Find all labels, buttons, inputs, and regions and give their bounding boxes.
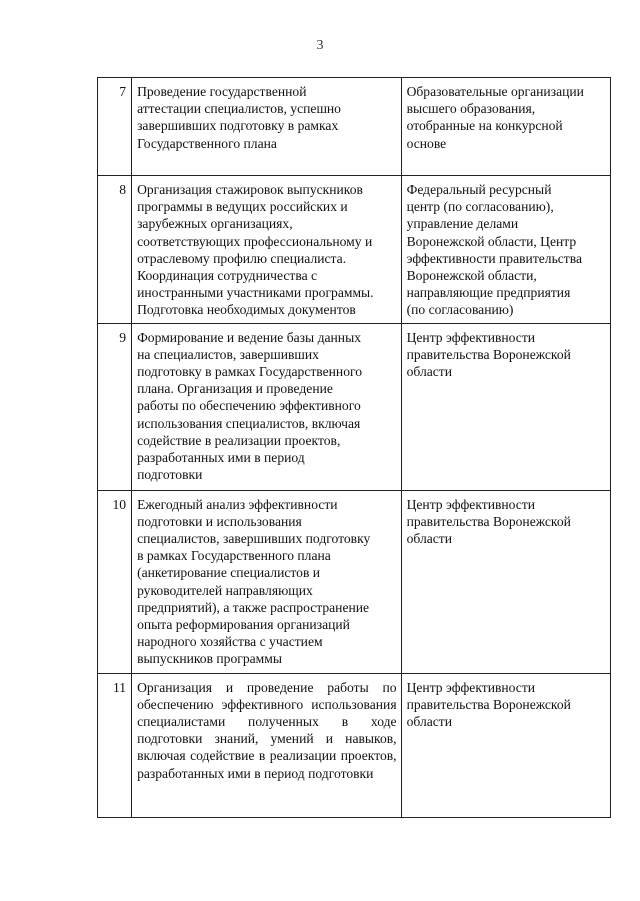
executor-line: основе (406, 135, 447, 151)
executor-cell (401, 673, 610, 817)
activity-line: программы в ведущих российских и (137, 199, 348, 215)
activity-line: (анкетирование специалистов и (137, 565, 321, 581)
executor-line: области (406, 714, 453, 730)
activity-line: в рамках Государственного плана (137, 548, 331, 564)
row-number: 11 (98, 673, 132, 817)
table-row (98, 673, 611, 817)
activity-line: плана. Организация и проведение (137, 381, 333, 397)
activity-line: Организация стажировок выпускников (137, 182, 363, 197)
executor-line: Центр эффективности (406, 679, 536, 695)
table-row (98, 176, 611, 324)
executor-line: Воронежской области, Центр (406, 233, 577, 249)
activity-cell (132, 490, 402, 673)
activity-line: Проведение государственной (137, 84, 307, 99)
row-number: 7 (98, 78, 132, 176)
activity-line: отраслевому профилю специалиста. (137, 250, 347, 266)
activity-cell (132, 323, 402, 490)
row-number: 10 (98, 490, 132, 673)
activity-line: разработанных ими в период (137, 450, 305, 466)
activity-line: зарубежных организациях, (137, 216, 293, 232)
activity-line: подготовку в рамках Государственного (137, 364, 363, 380)
activity-line: Государственного плана (137, 135, 277, 151)
executor-line: области (406, 531, 453, 547)
executor-line: области (406, 364, 453, 380)
activity-line: на специалистов, завершивших (137, 346, 319, 362)
activity-line: подготовки (137, 467, 203, 483)
activity-line: народного хозяйства с участием (137, 634, 323, 650)
page-number: 3 (316, 38, 324, 53)
executor-line: Федеральный ресурсный (406, 182, 552, 197)
activity-line: соответствующих профессиональному и (137, 233, 373, 249)
table-row (98, 490, 611, 673)
activity-line: завершивших подготовку в рамках (137, 118, 339, 134)
activity-line: иностранными участниками программы. (137, 285, 374, 301)
executor-cell (401, 490, 610, 673)
executor-line: Воронежской области, (406, 268, 537, 284)
row-number: 9 (98, 323, 132, 490)
activity-line: Подготовка необходимых документов (137, 302, 356, 318)
executor-line: Центр эффективности (406, 329, 536, 345)
activity-line: Ежегодный анализ эффективности (137, 496, 338, 512)
row-number: 8 (98, 176, 132, 324)
executor-line: правительства Воронежской (406, 696, 571, 712)
executor-line: Центр эффективности (406, 496, 536, 512)
activity-cell: Организация и проведение работы по обеспечению эффективного использования специалистами полученных в ходе подготовки знаний, умений и навыков, включая содействие в реализации проектов, разработанных ими в период подготовки (132, 673, 402, 817)
activity-line: предприятий), а также распространение (137, 599, 370, 615)
table-row (98, 323, 611, 490)
executor-cell (401, 78, 610, 176)
executor-line: отобранные на конкурсной (406, 118, 563, 134)
activity-line: аттестации специалистов, успешно (137, 101, 341, 117)
activity-cell (132, 176, 402, 324)
activity-line: выпускников программы (137, 651, 283, 667)
executor-line: направляющие предприятия (406, 285, 571, 301)
activities-table (97, 77, 611, 818)
activity-line: руководителей направляющих (137, 582, 313, 598)
executor-cell (401, 323, 610, 490)
activity-line: Формирование и ведение базы данных (137, 329, 361, 345)
executor-line: правительства Воронежской (406, 346, 571, 362)
executor-line: высшего образования, (406, 101, 536, 117)
executor-line: центр (по согласованию), (406, 199, 554, 215)
activity-cell (132, 78, 402, 176)
executor-line: Образовательные организации (406, 84, 584, 99)
executor-cell (401, 176, 610, 324)
activity-line: опыта реформирования организаций (137, 617, 350, 633)
activity-line: содействие в реализации проектов, (137, 432, 341, 448)
executor-line: управление делами (406, 216, 519, 232)
activity-line: подготовки и использования (137, 513, 302, 529)
activity-line: работы по обеспечению эффективного (137, 398, 361, 414)
activity-line: специалистов, завершивших подготовку (137, 531, 371, 547)
activity-line: Координация сотрудничества с (137, 268, 318, 284)
executor-line: правительства Воронежской (406, 513, 571, 529)
executor-line: (по согласованию) (406, 302, 514, 318)
activity-line: использования специалистов, включая (137, 415, 361, 431)
table-row (98, 78, 611, 176)
executor-line: эффективности правительства (406, 250, 583, 266)
